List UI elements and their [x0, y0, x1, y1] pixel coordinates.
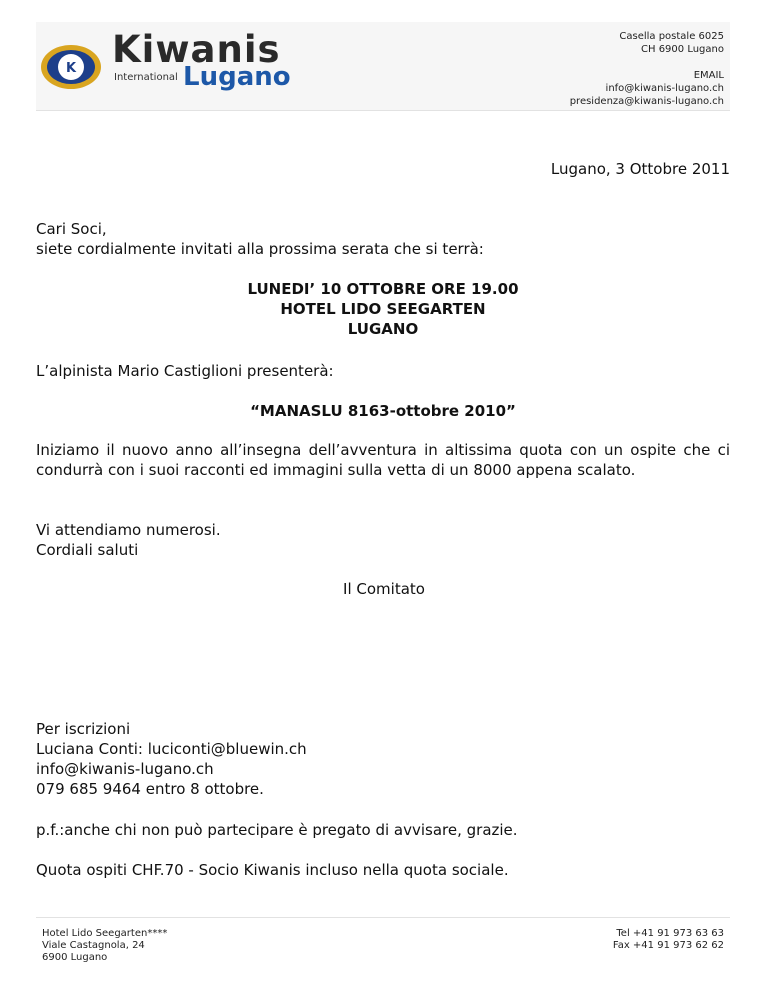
email-link-2[interactable]: presidenza@kiwanis-lugano.ch [569, 96, 724, 107]
presenter-text: L’alpinista Mario Castiglioni presenterà: [36, 362, 334, 380]
registration-block [36, 719, 730, 799]
hotel-phones [613, 928, 724, 952]
letter-footer [36, 917, 730, 963]
hotel-street: Viale Castagnola, 24 [42, 940, 145, 951]
brand-city: Lugano [183, 62, 291, 92]
signature: Il Comitato [343, 580, 425, 598]
address-line-2: CH 6900 Lugano [641, 44, 724, 55]
hotel-address [42, 928, 167, 964]
email-link-1[interactable]: info@kiwanis-lugano.ch [605, 83, 724, 94]
event-date-time: LUNEDI’ 10 OTTOBRE ORE 19.00 [247, 280, 519, 298]
event-description: Iniziamo il nuovo anno all’insegna dell’avventura in altissima quota con un ospite che ci condurrà con i suoi racconti ed immagini sulla vetta di un 8000 appena scalato. [36, 441, 730, 479]
greeting: Cari Soci, [36, 220, 107, 238]
address-line-1: Casella postale 6025 [619, 31, 724, 42]
email-label: EMAIL [693, 70, 724, 81]
letterhead [36, 22, 730, 111]
greeting-block [36, 219, 730, 259]
kiwanis-emblem-icon [40, 36, 102, 98]
registration-contact: Luciana Conti: luciconti@bluewin.ch [36, 740, 307, 758]
closing-line-2: Cordiali saluti [36, 541, 139, 559]
closing-line-1: Vi attendiamo numerosi. [36, 521, 221, 539]
brand-name: Kiwanis [112, 28, 281, 71]
closing-block [36, 520, 730, 560]
letter-date: Lugano, 3 Ottobre 2011 [550, 160, 730, 178]
invitation-text: siete cordialmente invitati alla prossima serata che si terrà: [36, 240, 484, 258]
event-block [36, 279, 730, 339]
event-city: LUGANO [347, 320, 419, 338]
event-venue: HOTEL LIDO SEEGARTEN [280, 300, 486, 318]
registration-phone: 079 685 9464 entro 8 ottobre. [36, 780, 264, 798]
registration-title: Per iscrizioni [36, 720, 131, 738]
contact-block [570, 30, 724, 108]
hotel-tel: Tel +41 91 973 63 63 [616, 928, 724, 939]
hotel-city: 6900 Lugano [42, 952, 108, 963]
brand-subtitle: International [114, 72, 178, 83]
svg-text:K: K [65, 61, 77, 76]
pf-note: p.f.:anche chi non può partecipare è pregato di avvisare, grazie. [36, 821, 518, 839]
kiwanis-logo [40, 28, 310, 102]
quota-note: Quota ospiti CHF.70 - Socio Kiwanis incluso nella quota sociale. [36, 861, 509, 879]
talk-title: “MANASLU 8163-ottobre 2010” [250, 402, 516, 420]
registration-email[interactable]: info@kiwanis-lugano.ch [36, 760, 214, 778]
hotel-name: Hotel Lido Seegarten**** [42, 928, 168, 939]
hotel-fax: Fax +41 91 973 62 62 [612, 940, 724, 951]
